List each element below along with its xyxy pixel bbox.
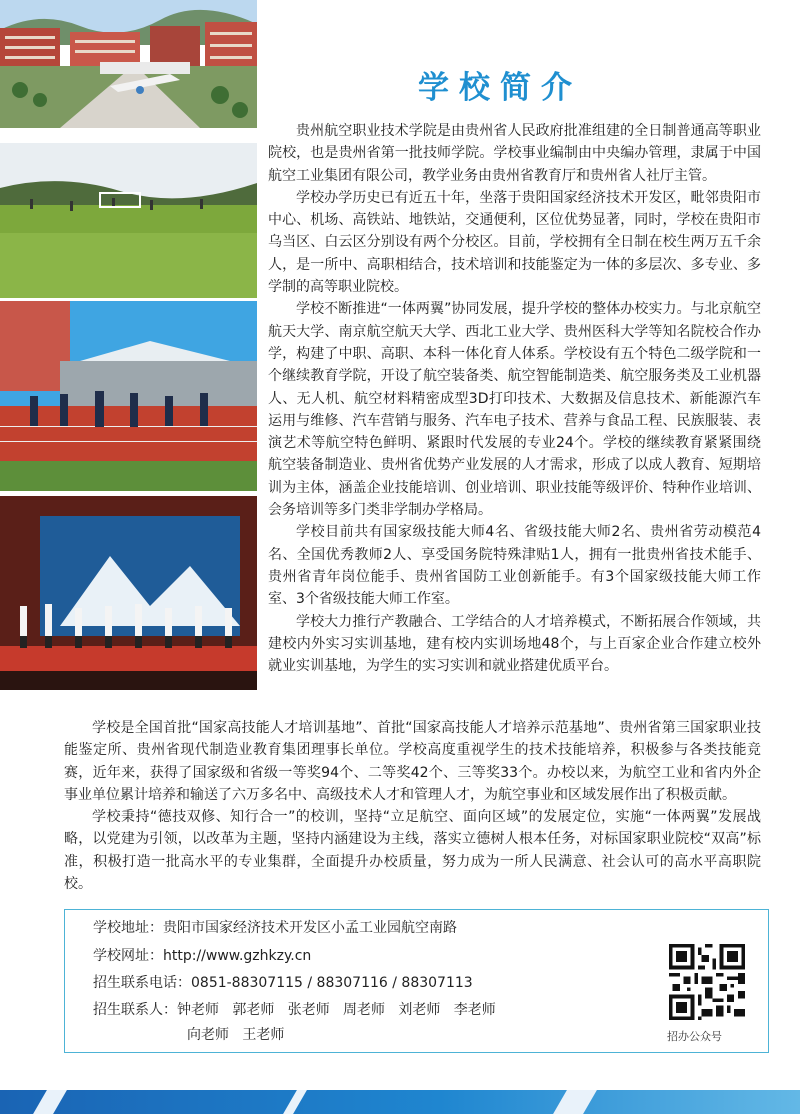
bar-stripe — [553, 1090, 597, 1114]
website-label: 学校网址： — [93, 948, 163, 964]
address-value: 贵阳市国家经济技术开发区小孟工业园航空南路 — [163, 920, 457, 936]
contacts-names: 钟老师 郭老师 张老师 周老师 刘老师 李老师 — [177, 1002, 496, 1018]
address-label: 学校地址： — [93, 920, 163, 936]
paragraph: 贵州航空职业技术学院是由贵州省人民政府批准组建的全日制普通高等职业院校，也是贵州省第一批技师学院。学校事业编制由中央编办管理，隶属于中国航空工业集团有限公司，教学业务由贵州省教育厅和贵州省人社厅主管。 — [268, 123, 761, 184]
qr-code-icon — [669, 944, 745, 1020]
page-title: 学校简介 — [418, 70, 582, 106]
bar-stripe — [283, 1090, 307, 1114]
qr-caption: 招办公众号 — [667, 1030, 722, 1043]
paragraph: 学校不断推进“一体两翼”协同发展，提升学校的整体办校实力。与北京航空航天大学、南京航空航天大学、西北工业大学、贵州医科大学等知名院校合作办学，构建了中职、高职、本科一体化育人体系。学校设有五个特色二级学院和一个继续教育学院，开设了航空装备类、航空智能制造类、航空服务类及工业机器人、无人机、航空材料精密成型3D打印技术、大数据及信息技术、新能源汽车运用与维修、汽车营销与服务、汽车电子技术、营养与食品工程、民族服装、表演艺术等航空特色鲜明、紧跟时代发展的专业24个。学校的继续教育紧紧围绕航空装备制造业、贵州省优势产业发展的人才需求，形成了以成人教育、短期培训为主体，涵盖企业技能培训、创业培训、职业技能等级评价、特种作业培训、会务培训等多门类非学制办学格局。 — [268, 301, 761, 519]
phone-label: 招生联系电话： — [93, 975, 191, 991]
website-link[interactable]: http://www.gzhkzy.cn — [163, 948, 312, 964]
stage-performance-photo — [0, 496, 257, 690]
paragraph: 学校大力推行产教融合、工学结合的人才培养模式，不断拓展合作领域，共建校内外实习实训基地，建有校内实训场地48个，与上百家企业合作建立校外就业实训基地，为学生的实习实训和就业搭建优质平台。 — [268, 613, 761, 675]
paragraph: 学校目前共有国家级技能大师4名、省级技能大师2名、贵州省劳动模范4名、全国优秀教师2人、享受国务院特殊津贴1人，拥有一批贵州省技术能手、贵州省青年岗位能手、贵州省国防工业创新能手。有3个国家级技能大师工作室、3个省级技能大师工作室。 — [268, 524, 761, 608]
paragraph: 学校是全国首批“国家高技能人才培训基地”、首批“国家高技能人才培养示范基地”、贵州省第三国家职业技能鉴定所、贵州省现代制造业教育集团理事长单位。学校高度重视学生的技术技能培养，积极参与各类技能竞赛，近年来，获得了国家级和省级一等奖94个、二等奖42个、三等奖33个。办校以来，为航空工业和省内外企事业单位累计培养和输送了六万多名中、高级技术人才和管理人才，为航空事业和区域发展作出了积极贡献。 — [64, 720, 761, 803]
address-line — [93, 917, 457, 937]
paragraph: 学校办学历史已有近五十年，坐落于贵阳国家经济技术开发区，毗邻贵阳市中心、机场、高铁站、地铁站，交通便利，区位优势显著，同时，学校在贵阳市乌当区、白云区分别设有两个分校区。目前，学校拥有全日制在校生两万五千余人，是一所中、高职相结合，技术培训和技能鉴定为一体的多层次、多专业、多学制的高等职业院校。 — [268, 189, 761, 296]
intro-text-full — [64, 717, 761, 895]
contacts-line — [93, 999, 496, 1019]
paragraph: 学校秉持“德技双修、知行合一”的校训，坚持“立足航空、面向区域”的发展定位，实施“一体两翼”发展战略，以党建为引领，以改革为主题，坚持内涵建设为主线，落实立德树人根本任务，对标国家职业院校“双高”标准，积极打造一批高水平的专业集群，全面提升办校质量，努力成为一所人民满意、社会认可的高水平高职院校。 — [64, 809, 761, 893]
bar-stripe — [33, 1090, 67, 1114]
contacts-line-2: 向老师 王老师 — [187, 1027, 285, 1043]
football-field-photo — [0, 143, 257, 298]
intro-text-right — [268, 120, 761, 677]
website-line — [93, 945, 311, 965]
phone-value: 0851-88307115 / 88307116 / 88307113 — [191, 975, 473, 991]
campus-aerial-photo — [0, 0, 257, 128]
bottom-bar — [0, 1090, 800, 1114]
contacts-label: 招生联系人： — [93, 1002, 177, 1018]
track-race-photo — [0, 301, 257, 491]
contact-box — [64, 909, 769, 1053]
phone-line — [93, 972, 473, 992]
